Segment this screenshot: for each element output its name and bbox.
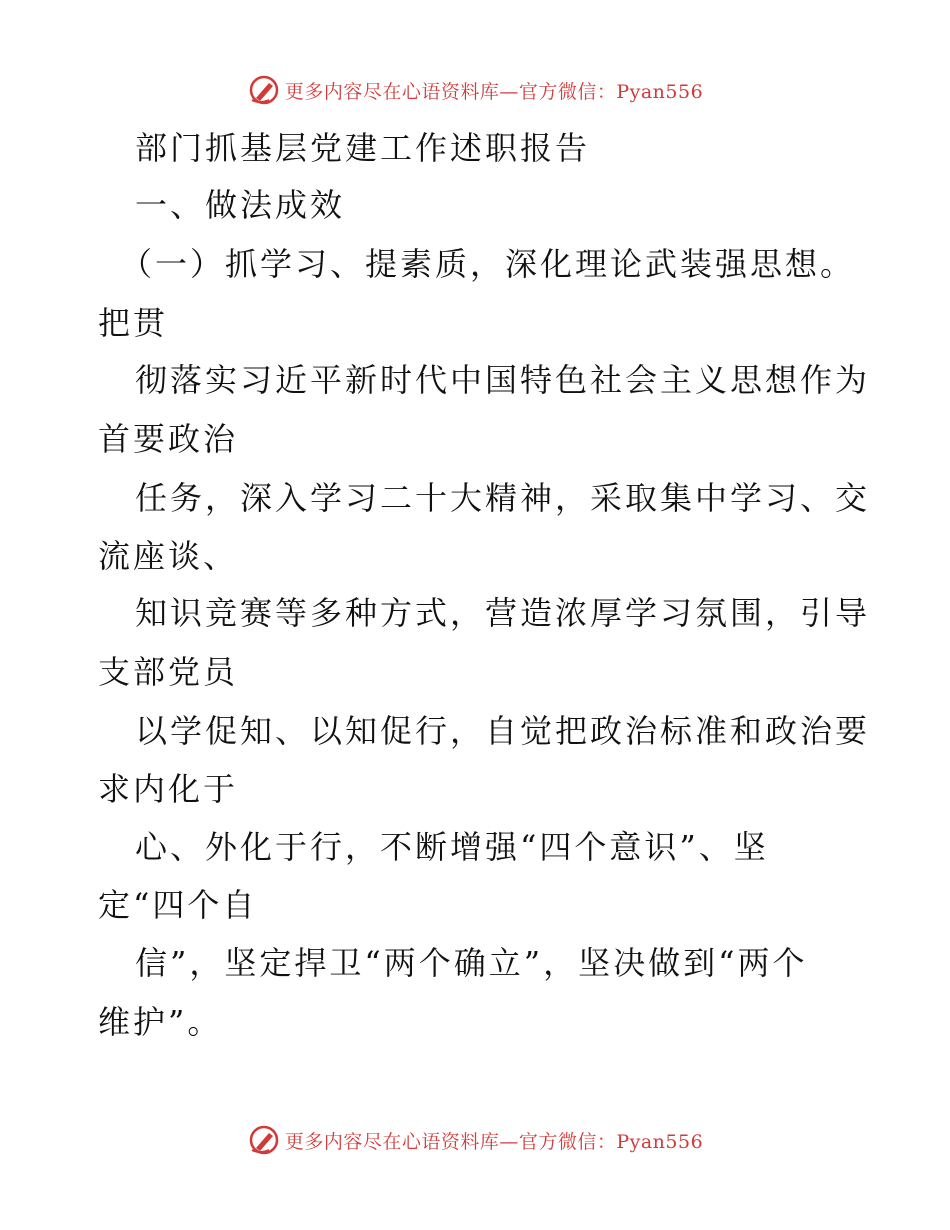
section-heading: 一、做法成效: [135, 186, 346, 224]
paragraph-line: 定“四个自: [98, 886, 258, 924]
paragraph-line: 把贯: [98, 304, 169, 342]
paragraph-line: 以学促知、以知促行，自觉把政治标准和政治要: [135, 712, 871, 750]
paragraph-line: 信”，坚定捍卫“两个确立”，坚决做到“两个: [135, 944, 808, 982]
paragraph-line: 彻落实习近平新时代中国特色社会主义思想作为: [135, 361, 871, 399]
watermark-text: 更多内容尽在心语资料库—官方微信：Pyan556: [284, 1130, 704, 1153]
paragraph-line: 流座谈、: [98, 537, 239, 575]
pen-logo-icon: [247, 1123, 281, 1157]
paragraph-line: 维护”。: [98, 1003, 223, 1041]
paragraph-line: 首要政治: [98, 420, 239, 458]
footer-watermark: [0, 1120, 950, 1160]
watermark-text: 更多内容尽在心语资料库—官方微信：Pyan556: [284, 80, 704, 103]
document-title: 部门抓基层党建工作述职报告: [135, 129, 591, 167]
paragraph-line: 求内化于: [98, 770, 239, 808]
paragraph-line: 知识竞赛等多种方式，营造浓厚学习氛围，引导: [135, 594, 871, 632]
paragraph-line: 任务，深入学习二十大精神，采取集中学习、交: [135, 479, 871, 517]
paragraph-line: 支部党员: [98, 653, 239, 691]
paragraph-line: （一）抓学习、提素质，深化理论武装强思想。: [120, 245, 856, 283]
paragraph-line: 心、外化于行，不断增强“四个意识”、坚: [135, 828, 769, 866]
